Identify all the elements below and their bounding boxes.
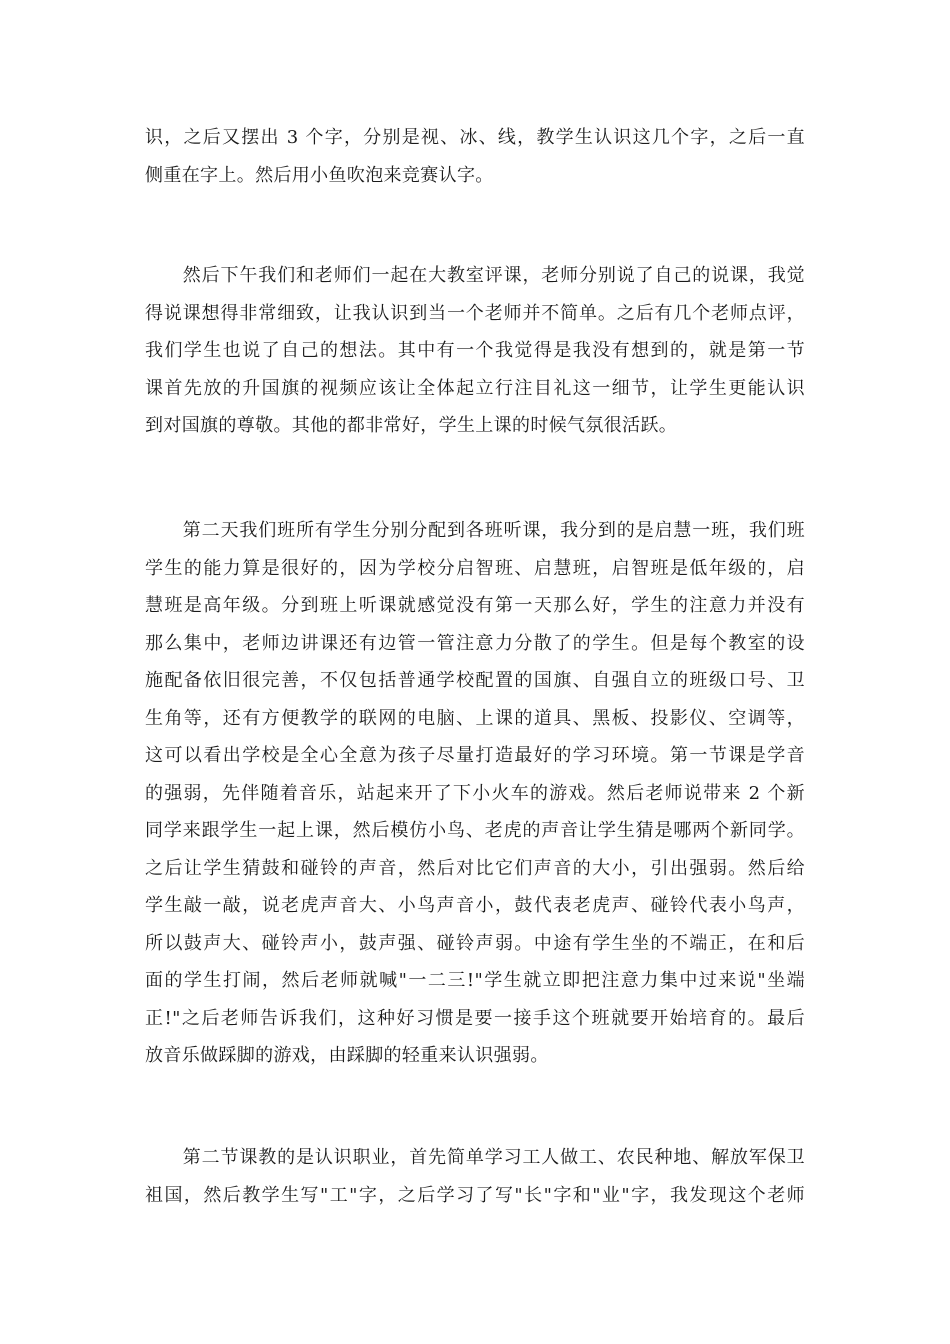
paragraph-3 [145, 512, 805, 1075]
text-line: 之后让学生猜鼓和碰铃的声音，然后对比它们声音的大小，引出强弱。然后给 [145, 857, 805, 879]
paragraph-4 [145, 1139, 805, 1214]
text-line: 生角等，还有方便教学的联网的电脑、上课的道具、黑板、投影仪、空调等， [145, 707, 805, 729]
text-line: 然后下午我们和老师们一起在大教室评课，老师分别说了自己的说课，我觉 [145, 265, 805, 286]
text-line: 这可以看出学校是全心全意为孩子尽量打造最好的学习环境。第一节课是学音 [145, 745, 805, 766]
text-line: 第二天我们班所有学生分别分配到各班听课，我分到的是启慧一班，我们班 [145, 520, 805, 541]
text-line: 放音乐做踩脚的游戏，由踩脚的轻重来认识强弱。 [145, 1045, 549, 1066]
text-line: 祖国，然后教学生写"工"字，之后学习了写"长"字和"业"字，我发现这个老师 [145, 1184, 805, 1206]
text-line: 正!"之后老师告诉我们，这种好习惯是要一接手这个班就要开始培育的。最后 [145, 1007, 805, 1029]
text-line: 同学来跟学生一起上课，然后模仿小鸟、老虎的声音让学生猜是哪两个新同学。 [145, 820, 805, 841]
text-line: 的强弱，先伴随着音乐，站起来开了下小火车的游戏。然后老师说带来 2 个新 [145, 782, 805, 804]
text-line: 得说课想得非常细致，让我认识到当一个老师并不简单。之后有几个老师点评， [145, 302, 805, 324]
text-line: 第二节课教的是认识职业，首先简单学习工人做工、农民种地、解放军保卫 [145, 1147, 805, 1168]
text-line: 所以鼓声大、碰铃声小，鼓声强、碰铃声弱。中途有学生坐的不端正，在和后 [145, 932, 805, 954]
text-line: 课首先放的升国旗的视频应该让全体起立行注目礼这一细节，让学生更能认识 [145, 377, 805, 399]
text-line: 那么集中，老师边讲课还有边管一管注意力分散了的学生。但是每个教室的设 [145, 632, 805, 654]
text-line: 施配备依旧很完善，不仅包括普通学校配置的国旗、自强自立的班级口号、卫 [145, 670, 805, 691]
text-line: 面的学生打闹，然后老师就喊"一二三!"学生就立即把注意力集中过来说"坐端 [145, 970, 805, 991]
text-line: 慧班是高年级。分到班上听课就感觉没有第一天那么好，学生的注意力并没有 [145, 595, 805, 616]
text-line: 我们学生也说了自己的想法。其中有一个我觉得是我没有想到的，就是第一节 [145, 340, 805, 361]
paragraph-2 [145, 257, 805, 445]
text-line: 到对国旗的尊敬。其他的都非常好，学生上课的时候气氛很活跃。 [145, 415, 678, 436]
text-line: 侧重在字上。然后用小鱼吹泡来竞赛认字。 [145, 164, 494, 186]
paragraph-1 [145, 119, 805, 194]
text-line: 学生的能力算是很好的，因为学校分启智班、启慧班，启智班是低年级的，启 [145, 557, 805, 579]
text-line: 学生敲一敲，说老虎声音大、小鸟声音小，鼓代表老虎声、碰铃代表小鸟声， [145, 895, 805, 916]
text-line: 识，之后又摆出 3 个字，分别是视、冰、线，教学生认识这几个字，之后一直 [145, 127, 805, 148]
